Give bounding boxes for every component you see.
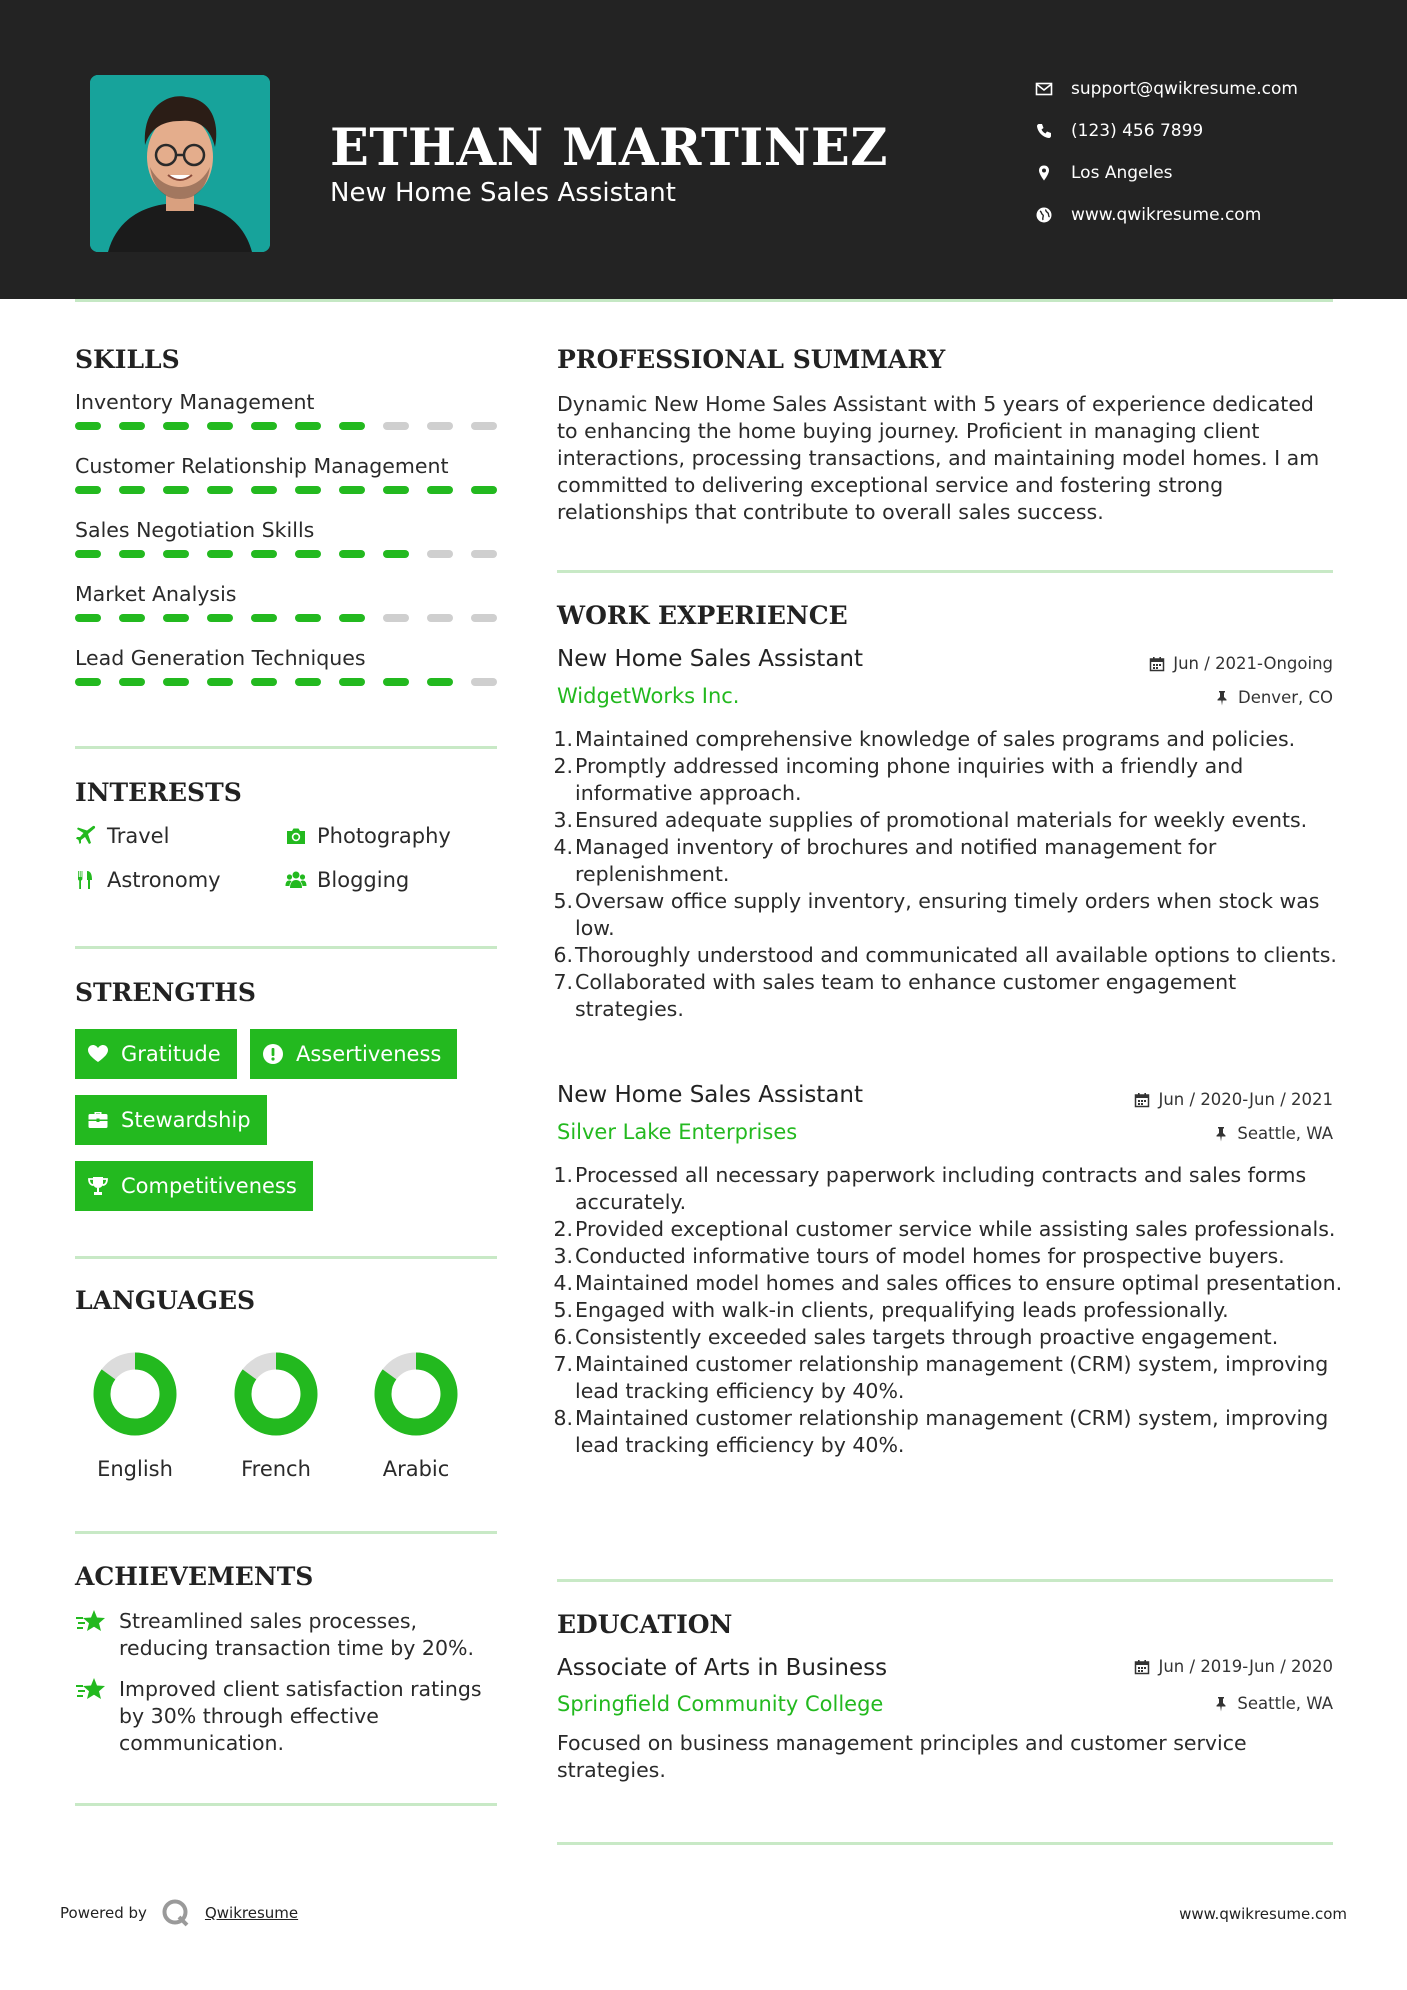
star-icon <box>75 1676 107 1704</box>
candidate-name: ETHAN MARTINEZ <box>330 118 888 178</box>
profile-photo <box>90 75 270 252</box>
duty-item <box>553 1405 1347 1459</box>
footer-website[interactable]: www.qwikresume.com <box>1179 1905 1347 1923</box>
skill-dash-filled <box>339 678 365 686</box>
skill-dash-filled <box>163 678 189 686</box>
duty-text: Maintained customer relationship management (CRM) system, improving lead tracking efficiency by 40%. <box>575 1406 1329 1457</box>
duty-item <box>553 1243 1347 1270</box>
interest-label: Blogging <box>317 868 410 892</box>
strength-label: Competitiveness <box>121 1174 297 1198</box>
phone-icon <box>1035 122 1053 140</box>
duty-text: Engaged with walk-in clients, prequalifying leads professionally. <box>575 1298 1229 1322</box>
skill-dash-filled <box>207 486 233 494</box>
duty-item <box>553 969 1347 1023</box>
skill-dash-filled <box>427 486 453 494</box>
map-pin-icon <box>1035 164 1053 182</box>
skill-item <box>75 454 497 494</box>
education-dates-text: Jun / 2019-Jun / 2020 <box>1158 1657 1333 1676</box>
skill-dash-empty <box>383 422 409 430</box>
exclamation-icon <box>262 1043 284 1065</box>
contact-list <box>1035 68 1298 236</box>
users-icon <box>285 869 307 891</box>
skill-name: Sales Negotiation Skills <box>75 518 315 542</box>
education-degree: Associate of Arts in Business <box>557 1655 888 1681</box>
skill-dash-filled <box>295 486 321 494</box>
interest-travel <box>75 824 169 848</box>
job-position: New Home Sales Assistant <box>557 646 864 672</box>
strength-badge <box>75 1029 237 1079</box>
star-icon <box>75 1608 107 1636</box>
skill-dash-filled <box>251 678 277 686</box>
section-divider <box>557 570 1333 573</box>
skill-dash-filled <box>119 614 145 622</box>
duty-number: 8. <box>553 1406 573 1430</box>
qwikresume-logo-icon <box>161 1898 191 1928</box>
skill-dash-filled <box>251 614 277 622</box>
education-location <box>1213 1694 1333 1713</box>
language-name: English <box>97 1457 173 1481</box>
job-location-text: Denver, CO <box>1237 688 1333 707</box>
job-company: Silver Lake Enterprises <box>557 1120 798 1144</box>
duty-text: Processed all necessary paperwork including contracts and sales forms accurately. <box>575 1163 1307 1214</box>
contact-email-text: support@qwikresume.com <box>1071 79 1298 99</box>
experience-heading: WORK EXPERIENCE <box>557 601 848 630</box>
skill-dash-filled <box>207 678 233 686</box>
duty-text: Maintained model homes and sales offices to ensure optimal presentation. <box>575 1271 1343 1295</box>
duty-number: 5. <box>553 889 573 913</box>
duty-number: 3. <box>553 808 573 832</box>
skill-dash-filled <box>339 614 365 622</box>
skill-dash-filled <box>75 614 101 622</box>
job-dates <box>1149 654 1333 673</box>
job-location <box>1214 688 1333 707</box>
duty-text: Collaborated with sales team to enhance customer engagement strategies. <box>575 970 1237 1021</box>
section-divider <box>557 1842 1333 1845</box>
skill-level-bar <box>75 422 497 430</box>
strengths-heading: STRENGTHS <box>75 978 256 1007</box>
skill-dash-filled <box>163 550 189 558</box>
header-divider <box>75 299 1333 302</box>
skill-dash-empty <box>471 614 497 622</box>
duty-item <box>553 1162 1347 1216</box>
skill-dash-filled <box>339 550 365 558</box>
education-description: Focused on business management principles and customer service strategies. <box>557 1731 1247 1782</box>
skill-dash-empty <box>427 422 453 430</box>
job-position: New Home Sales Assistant <box>557 1082 864 1108</box>
job-dates <box>1134 1090 1333 1109</box>
pushpin-icon <box>1214 690 1230 706</box>
duty-number: 1. <box>553 1163 573 1187</box>
skill-dash-filled <box>207 550 233 558</box>
skill-dash-filled <box>75 486 101 494</box>
powered-by-text: Powered by <box>60 1904 147 1922</box>
duty-text: Oversaw office supply inventory, ensuring timely orders when stock was low. <box>575 889 1320 940</box>
skill-name: Market Analysis <box>75 582 237 606</box>
skill-dash-filled <box>251 422 277 430</box>
section-divider <box>75 746 497 749</box>
skill-level-bar <box>75 614 497 622</box>
achievement-item <box>75 1676 505 1757</box>
duty-item <box>553 942 1347 969</box>
skill-dash-filled <box>119 550 145 558</box>
skill-item <box>75 582 497 622</box>
resume-header <box>0 0 1407 299</box>
interest-label: Photography <box>317 824 451 848</box>
strength-label: Gratitude <box>121 1042 221 1066</box>
skill-item <box>75 390 497 430</box>
contact-website-text: www.qwikresume.com <box>1071 205 1262 225</box>
skill-dash-filled <box>251 486 277 494</box>
education-school: Springfield Community College <box>557 1692 884 1716</box>
skill-level-bar <box>75 678 497 686</box>
duty-number: 5. <box>553 1298 573 1322</box>
footer-powered-by <box>60 1898 298 1928</box>
achievement-text: Streamlined sales processes, reducing transaction time by 20%. <box>119 1609 474 1660</box>
camera-icon <box>285 825 307 847</box>
duty-item <box>553 1297 1347 1324</box>
job-duties <box>553 726 1347 1023</box>
job-location <box>1213 1124 1333 1143</box>
skill-dash-empty <box>383 614 409 622</box>
duty-number: 6. <box>553 943 573 967</box>
duty-text: Conducted informative tours of model homes for prospective buyers. <box>575 1244 1285 1268</box>
candidate-title: New Home Sales Assistant <box>330 178 676 208</box>
section-divider <box>75 946 497 949</box>
strength-badge <box>250 1029 457 1079</box>
duty-text: Maintained comprehensive knowledge of sales programs and policies. <box>575 727 1296 751</box>
duty-item <box>553 888 1347 942</box>
calendar-icon <box>1134 1092 1150 1108</box>
skill-dash-filled <box>383 678 409 686</box>
section-divider <box>75 1803 497 1806</box>
duty-text: Consistently exceeded sales targets through proactive engagement. <box>575 1325 1279 1349</box>
language-item <box>356 1349 476 1481</box>
achievement-text: Improved client satisfaction ratings by 30% through effective communication. <box>119 1677 482 1755</box>
strength-label: Stewardship <box>121 1108 251 1132</box>
skill-dash-filled <box>295 614 321 622</box>
interest-label: Travel <box>107 824 170 848</box>
skill-dash-filled <box>339 486 365 494</box>
duty-item <box>553 1270 1347 1297</box>
skill-dash-filled <box>295 550 321 558</box>
skill-dash-empty <box>471 422 497 430</box>
language-proficiency-donut <box>371 1349 461 1439</box>
duty-number: 6. <box>553 1325 573 1349</box>
duty-text: Provided exceptional customer service while assisting sales professionals. <box>575 1217 1336 1241</box>
skill-dash-empty <box>427 550 453 558</box>
language-proficiency-donut <box>231 1349 321 1439</box>
skill-dash-empty <box>471 550 497 558</box>
duty-number: 1. <box>553 727 573 751</box>
skill-dash-filled <box>163 614 189 622</box>
footer-brand-link[interactable]: Qwikresume <box>204 1904 299 1922</box>
skill-level-bar <box>75 550 497 558</box>
strength-badge <box>75 1161 313 1211</box>
duty-item <box>553 726 1347 753</box>
skill-dash-filled <box>383 486 409 494</box>
summary-heading: PROFESSIONAL SUMMARY <box>557 345 946 374</box>
strength-label: Assertiveness <box>296 1042 442 1066</box>
duty-number: 2. <box>553 1217 573 1241</box>
duty-text: Thoroughly understood and communicated all available options to clients. <box>575 943 1337 967</box>
duty-number: 3. <box>553 1244 573 1268</box>
skill-dash-filled <box>119 678 145 686</box>
duty-number: 2. <box>553 754 573 778</box>
skill-level-bar <box>75 486 497 494</box>
duty-number: 7. <box>553 1352 573 1376</box>
skill-dash-filled <box>75 678 101 686</box>
duty-item <box>553 753 1347 807</box>
achievement-item <box>75 1608 505 1662</box>
skill-dash-filled <box>471 486 497 494</box>
skill-dash-filled <box>119 422 145 430</box>
job-company: WidgetWorks Inc. <box>557 684 740 708</box>
duty-item <box>553 1324 1347 1351</box>
interest-astronomy <box>75 868 221 892</box>
contact-location-text: Los Angeles <box>1071 163 1173 183</box>
contact-email[interactable] <box>1035 68 1298 110</box>
skill-dash-filled <box>251 550 277 558</box>
job-dates-text: Jun / 2021-Ongoing <box>1173 654 1333 673</box>
strength-badge <box>75 1095 267 1145</box>
duty-item <box>553 1351 1347 1405</box>
skill-dash-filled <box>295 422 321 430</box>
skill-dash-filled <box>119 486 145 494</box>
interest-label: Astronomy <box>107 868 221 892</box>
job-duties <box>553 1162 1347 1459</box>
skill-dash-empty <box>471 678 497 686</box>
duty-text: Ensured adequate supplies of promotional materials for weekly events. <box>575 808 1308 832</box>
pushpin-icon <box>1213 1126 1229 1142</box>
contact-website[interactable] <box>1035 194 1298 236</box>
contact-location <box>1035 152 1298 194</box>
calendar-icon <box>1149 656 1165 672</box>
envelope-icon <box>1035 80 1053 98</box>
plane-icon <box>75 825 97 847</box>
job-dates-text: Jun / 2020-Jun / 2021 <box>1158 1090 1333 1109</box>
language-item <box>75 1349 195 1481</box>
job-location-text: Seattle, WA <box>1237 1124 1333 1143</box>
skill-dash-filled <box>339 422 365 430</box>
skill-dash-empty <box>427 614 453 622</box>
summary-text: Dynamic New Home Sales Assistant with 5 years of experience dedicated to enhancing the home buying journey. Proficient in managing client interactions, processing transactions, and maintaining model homes. I am committed to delivering exceptional service and fostering strong relationships that contribute to overall sales success. <box>557 392 1320 524</box>
duty-number: 4. <box>553 835 573 859</box>
language-item <box>216 1349 336 1481</box>
utensils-icon <box>75 869 97 891</box>
language-proficiency-donut <box>90 1349 180 1439</box>
skills-heading: SKILLS <box>75 345 180 374</box>
interests-heading: INTERESTS <box>75 778 242 807</box>
skill-dash-filled <box>383 550 409 558</box>
skill-dash-filled <box>75 550 101 558</box>
education-dates <box>1134 1657 1333 1676</box>
skill-dash-filled <box>427 678 453 686</box>
skill-dash-filled <box>295 678 321 686</box>
duty-item <box>553 1216 1347 1243</box>
skill-name: Customer Relationship Management <box>75 454 449 478</box>
skill-dash-filled <box>207 422 233 430</box>
pushpin-icon <box>1213 1696 1229 1712</box>
duty-text: Promptly addressed incoming phone inquiries with a friendly and informative approach. <box>575 754 1244 805</box>
language-name: French <box>241 1457 311 1481</box>
language-name: Arabic <box>382 1457 450 1481</box>
interest-photography <box>285 824 451 848</box>
skill-dash-filled <box>75 422 101 430</box>
skill-item <box>75 518 497 558</box>
skill-name: Lead Generation Techniques <box>75 646 366 670</box>
skill-item <box>75 646 497 686</box>
section-divider <box>557 1579 1333 1582</box>
skill-dash-filled <box>163 486 189 494</box>
duty-item <box>553 834 1347 888</box>
section-divider <box>75 1256 497 1259</box>
contact-phone-text: (123) 456 7899 <box>1071 121 1204 141</box>
heart-icon <box>87 1043 109 1065</box>
education-heading: EDUCATION <box>557 1610 733 1639</box>
contact-phone[interactable] <box>1035 110 1298 152</box>
duty-item <box>553 807 1347 834</box>
skill-dash-filled <box>207 614 233 622</box>
globe-icon <box>1035 206 1053 224</box>
duty-text: Maintained customer relationship management (CRM) system, improving lead tracking efficiency by 40%. <box>575 1352 1329 1403</box>
achievements-heading: ACHIEVEMENTS <box>75 1562 314 1591</box>
duty-number: 4. <box>553 1271 573 1295</box>
duty-text: Managed inventory of brochures and notified management for replenishment. <box>575 835 1217 886</box>
trophy-icon <box>87 1175 109 1197</box>
briefcase-icon <box>87 1109 109 1131</box>
interest-blogging <box>285 868 409 892</box>
calendar-icon <box>1134 1659 1150 1675</box>
education-location-text: Seattle, WA <box>1237 1694 1333 1713</box>
skill-name: Inventory Management <box>75 390 315 414</box>
skill-dash-filled <box>163 422 189 430</box>
section-divider <box>75 1531 497 1534</box>
duty-number: 7. <box>553 970 573 994</box>
languages-heading: LANGUAGES <box>75 1286 256 1315</box>
